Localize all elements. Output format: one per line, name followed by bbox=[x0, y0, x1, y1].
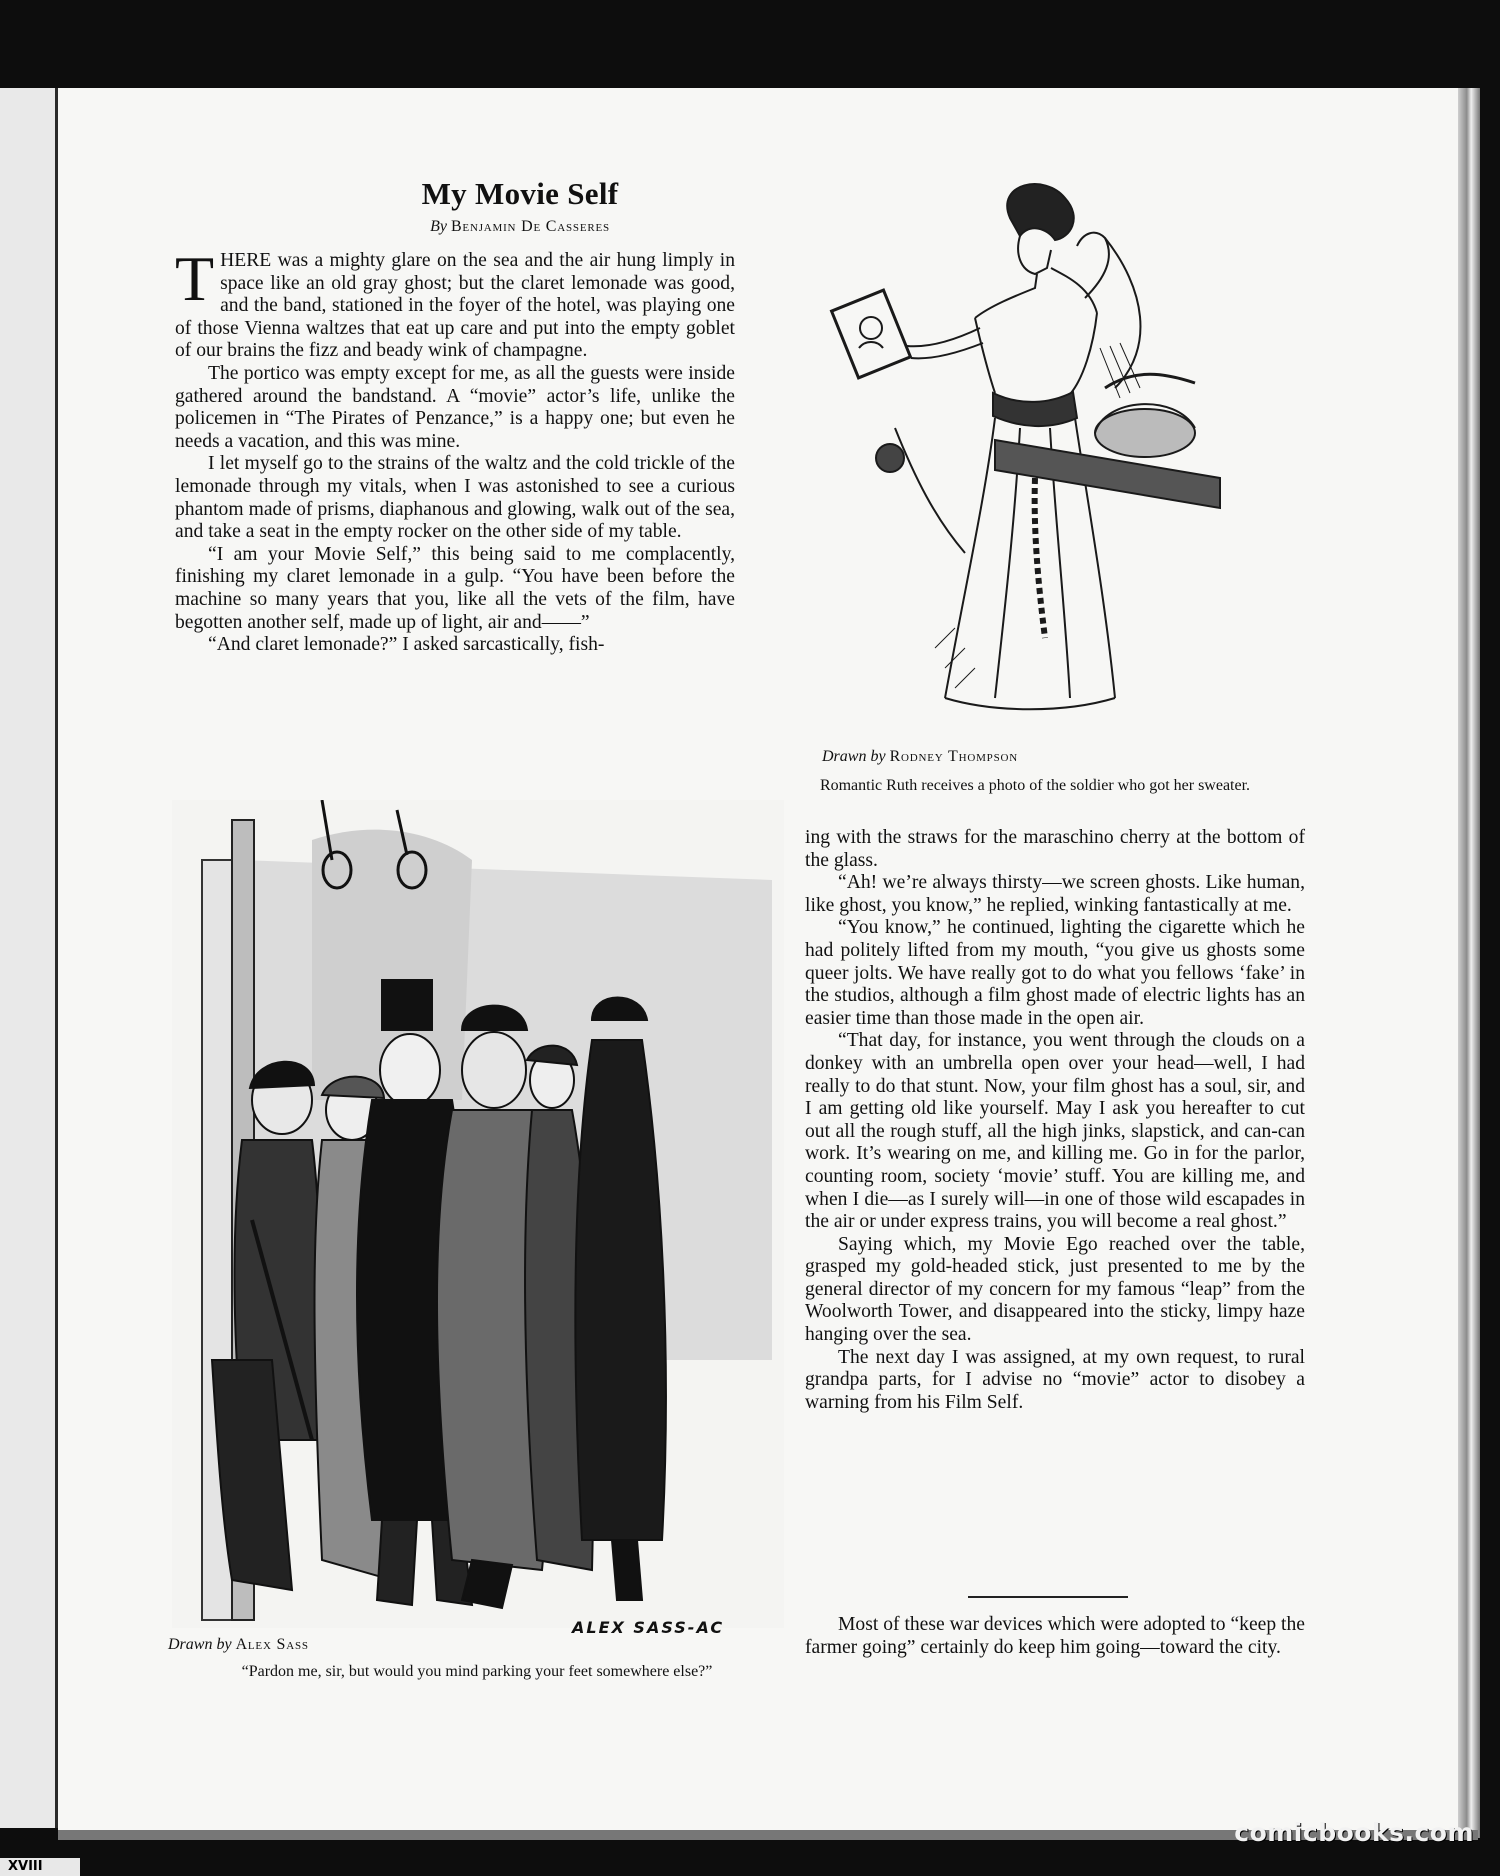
artist-signature: ALEX SASS-AC bbox=[572, 1618, 725, 1637]
credit-rodney-thompson bbox=[822, 748, 1018, 766]
paragraph-6: ing with the straws for the maraschino cherry at the bottom of the glass. bbox=[805, 827, 1305, 871]
watermark: comicbooks.com bbox=[1234, 1818, 1474, 1847]
paragraph-2: The portico was empty except for me, as all the guests were inside gathered around the bandstand. A “movie” actor’s life, unlike the policemen in “The Pirates of Penzance,” is a happy one; but even he needs a vacation, and this was mine. bbox=[175, 362, 735, 452]
paragraph-1 bbox=[175, 243, 735, 363]
caption-crowded-car: “Pardon me, sir, but would you mind parking your feet somewhere else?” bbox=[241, 1663, 713, 1680]
page-binding-edge bbox=[1458, 88, 1480, 1838]
paragraph-11: The next day I was assigned, at my own request, to rural grandpa parts, for I advise no “movie” actor to disobey a warning from his Film Self. bbox=[805, 1346, 1305, 1413]
illustration-crowded-car bbox=[172, 800, 784, 1628]
crowd-drawing bbox=[172, 800, 784, 1628]
paragraph-10: Saying which, my Movie Ego reached over the table, grasped my gold-headed stick, just presented to me by the general director of my concern for my famous “leap” from the Woolworth Tower, and disappeared into the sticky, limpy haze hanging over the sea. bbox=[805, 1233, 1305, 1346]
filler-block bbox=[805, 1614, 1305, 1659]
credit-name: Alex Sass bbox=[235, 1636, 309, 1653]
article-byline bbox=[300, 218, 740, 236]
credit-name: Rodney Thompson bbox=[889, 748, 1019, 765]
paragraph-9: “That day, for instance, you went through the clouds on a donkey with an umbrella open over your head—well, I had really to do that stunt. Now, your film ghost has a soul, sir, and I am getting old like yourself. May I ask you hereafter to cut out all the rough stuff, all the high jinks, slapstick, and can-can work. It’s wearing on me, and killing me. Go in for the parlor, counting room, society ‘movie’ stuff. You are killing me, and when I die—as I surely will—in one of those wild escapades in the air or under express trains, you will become a real ghost.” bbox=[805, 1030, 1305, 1233]
filler-paragraph: Most of these war devices which were adopted to “keep the farmer going” certainly do keep him going—toward the city. bbox=[805, 1614, 1305, 1658]
left-column bbox=[175, 243, 735, 657]
paragraph-7: “Ah! we’re always thirsty—we screen ghosts. Like human, like ghost, you know,” he replied, winking fantastically at me. bbox=[805, 872, 1305, 916]
credit-prefix: Drawn by bbox=[822, 748, 886, 765]
right-column bbox=[805, 827, 1305, 1414]
corner-tag: XVIII bbox=[0, 1858, 80, 1876]
paragraph-4: “I am your Movie Self,” this being said to me complacently, finishing my claret lemonade in a gulp. “You have been before the machine so many years that you, like all the vets of the film, have begotten another self, made up of light, air and——” bbox=[175, 543, 735, 633]
illustration-romantic-ruth bbox=[815, 178, 1235, 738]
ruth-drawing bbox=[815, 178, 1235, 738]
previous-page-edge bbox=[0, 88, 58, 1828]
paragraph-3: I let myself go to the strains of the waltz and the cold trickle of the lemonade through my vitals, when I was astonished to see a curious phantom made of prisms, diaphanous and glowing, walk out of the sea, and take a seat in the empty rocker on the other side of my table. bbox=[175, 453, 735, 543]
paragraph-5: “And claret lemonade?” I asked sarcastically, fish- bbox=[208, 634, 605, 656]
byline-prefix: By bbox=[430, 218, 447, 235]
credit-prefix: Drawn by bbox=[168, 1636, 232, 1653]
caption-romantic-ruth: Romantic Ruth receives a photo of the soldier who got her sweater. bbox=[819, 777, 1251, 794]
paragraph-1-text: HERE was a mighty glare on the sea and the air hung limply in space like an old gray ghost; but the claret lemonade was good, and the band, stationed in the foyer of the hotel, was playing one of those Vienna waltzes that eat up care and put into the empty goblet of our brains the fizz and beady wink of champagne. bbox=[175, 250, 735, 362]
paragraph-8: “You know,” he continued, lighting the cigarette which he had politely lifted from my mouth, “you give us ghosts some queer jolts. We have really got to do what you fellows ‘fake’ in the studios, although a film ghost made of electric lights has an easier time than those made in the open air. bbox=[805, 917, 1305, 1029]
credit-alex-sass bbox=[168, 1636, 309, 1654]
drop-cap: T bbox=[175, 243, 215, 314]
section-divider bbox=[968, 1596, 1128, 1598]
article-title: My Movie Self bbox=[421, 176, 619, 211]
byline-author: Benjamin De Casseres bbox=[450, 218, 610, 235]
